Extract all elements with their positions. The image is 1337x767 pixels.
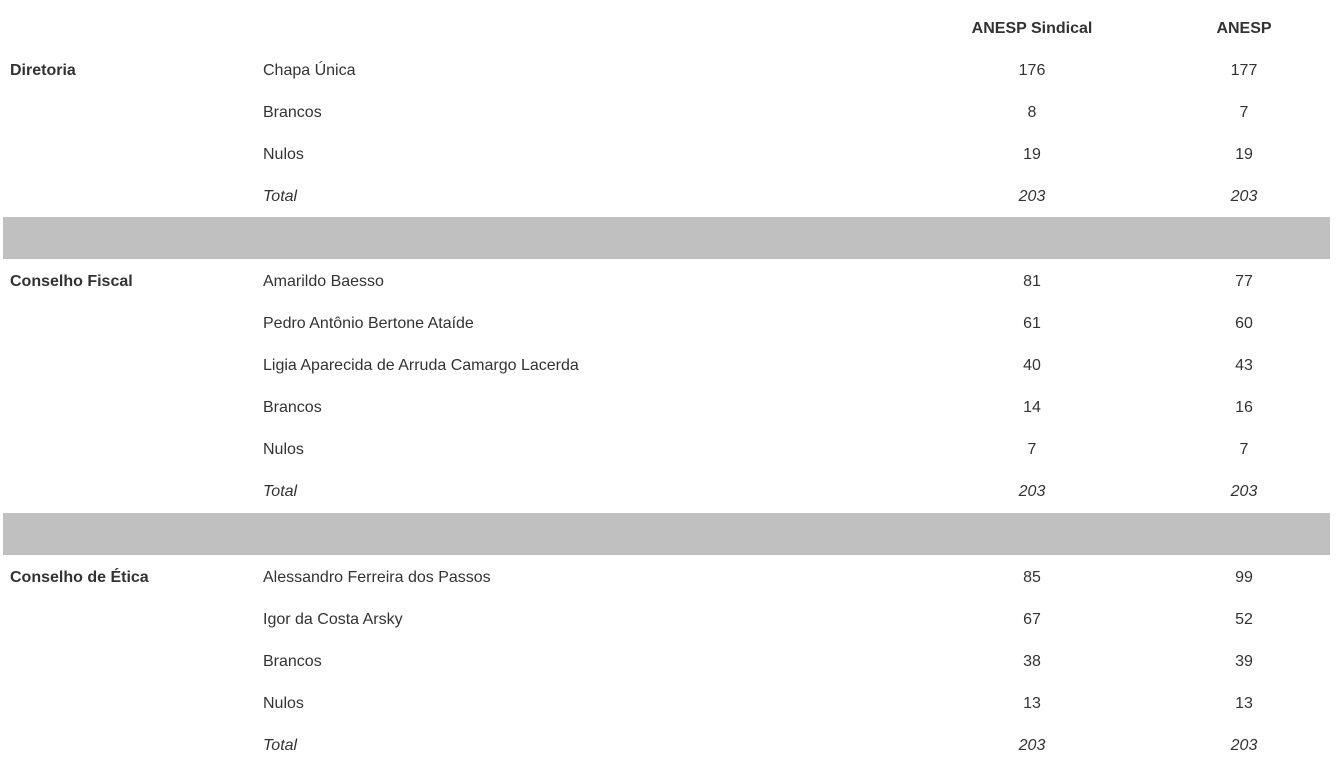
value-anesp-sindical: 85 xyxy=(1023,569,1041,586)
value-anesp-sindical: 14 xyxy=(1023,399,1041,416)
total-anesp-sindical: 203 xyxy=(1018,483,1046,500)
value-anesp: 13 xyxy=(1235,695,1253,712)
value-anesp-sindical: 38 xyxy=(1023,653,1041,670)
table-row xyxy=(0,683,1330,725)
row-label: Brancos xyxy=(263,399,322,416)
table-row xyxy=(0,134,1330,176)
value-anesp: 16 xyxy=(1235,399,1253,416)
total-anesp: 203 xyxy=(1230,483,1258,500)
row-label: Amarildo Baesso xyxy=(263,273,384,290)
table-row xyxy=(0,387,1330,429)
total-anesp: 203 xyxy=(1230,188,1258,205)
row-label: Brancos xyxy=(263,653,322,670)
value-anesp-sindical: 61 xyxy=(1023,315,1041,332)
table-row xyxy=(0,303,1330,345)
row-label: Chapa Única xyxy=(263,62,356,79)
row-label: Nulos xyxy=(263,441,304,458)
total-anesp-sindical: 203 xyxy=(1018,737,1046,754)
group-label-conselho-de-etica: Conselho de Ética xyxy=(10,569,149,586)
table-header xyxy=(0,8,1330,50)
row-label: Alessandro Ferreira dos Passos xyxy=(263,569,491,586)
total-label: Total xyxy=(263,188,298,205)
total-anesp: 203 xyxy=(1230,737,1258,754)
group-label-diretoria: Diretoria xyxy=(10,62,76,79)
table-row xyxy=(0,641,1330,683)
row-label: Nulos xyxy=(263,146,304,163)
value-anesp-sindical: 8 xyxy=(1027,104,1037,121)
value-anesp: 43 xyxy=(1235,357,1253,374)
row-label: Brancos xyxy=(263,104,322,121)
row-label: Igor da Costa Arsky xyxy=(263,611,403,628)
value-anesp-sindical: 13 xyxy=(1023,695,1041,712)
value-anesp: 19 xyxy=(1235,146,1253,163)
value-anesp-sindical: 19 xyxy=(1023,146,1041,163)
table-row xyxy=(0,557,1330,599)
section-separator xyxy=(3,217,1330,259)
value-anesp: 39 xyxy=(1235,653,1253,670)
value-anesp: 7 xyxy=(1239,104,1249,121)
table-row xyxy=(0,261,1330,303)
value-anesp: 99 xyxy=(1235,569,1253,586)
value-anesp: 60 xyxy=(1235,315,1253,332)
total-label: Total xyxy=(263,737,298,754)
column-header-anesp-sindical: ANESP Sindical xyxy=(971,20,1093,37)
group-label-conselho-fiscal: Conselho Fiscal xyxy=(10,273,133,290)
table-row xyxy=(0,92,1330,134)
value-anesp-sindical: 81 xyxy=(1023,273,1041,290)
value-anesp: 177 xyxy=(1230,62,1258,79)
table-row xyxy=(0,599,1330,641)
column-header-anesp: ANESP xyxy=(1216,20,1272,37)
total-anesp-sindical: 203 xyxy=(1018,188,1046,205)
total-row xyxy=(0,471,1330,513)
value-anesp: 52 xyxy=(1235,611,1253,628)
value-anesp: 7 xyxy=(1239,441,1249,458)
total-row xyxy=(0,725,1330,767)
table-row xyxy=(0,50,1330,92)
table-row xyxy=(0,345,1330,387)
value-anesp-sindical: 40 xyxy=(1023,357,1041,374)
section-separator xyxy=(3,513,1330,555)
table-row xyxy=(0,429,1330,471)
row-label: Nulos xyxy=(263,695,304,712)
value-anesp-sindical: 7 xyxy=(1027,441,1037,458)
value-anesp-sindical: 176 xyxy=(1018,62,1046,79)
total-row xyxy=(0,176,1330,218)
value-anesp-sindical: 67 xyxy=(1023,611,1041,628)
total-label: Total xyxy=(263,483,298,500)
value-anesp: 77 xyxy=(1235,273,1253,290)
row-label: Pedro Antônio Bertone Ataíde xyxy=(263,315,474,332)
row-label: Ligia Aparecida de Arruda Camargo Lacerda xyxy=(263,357,579,374)
